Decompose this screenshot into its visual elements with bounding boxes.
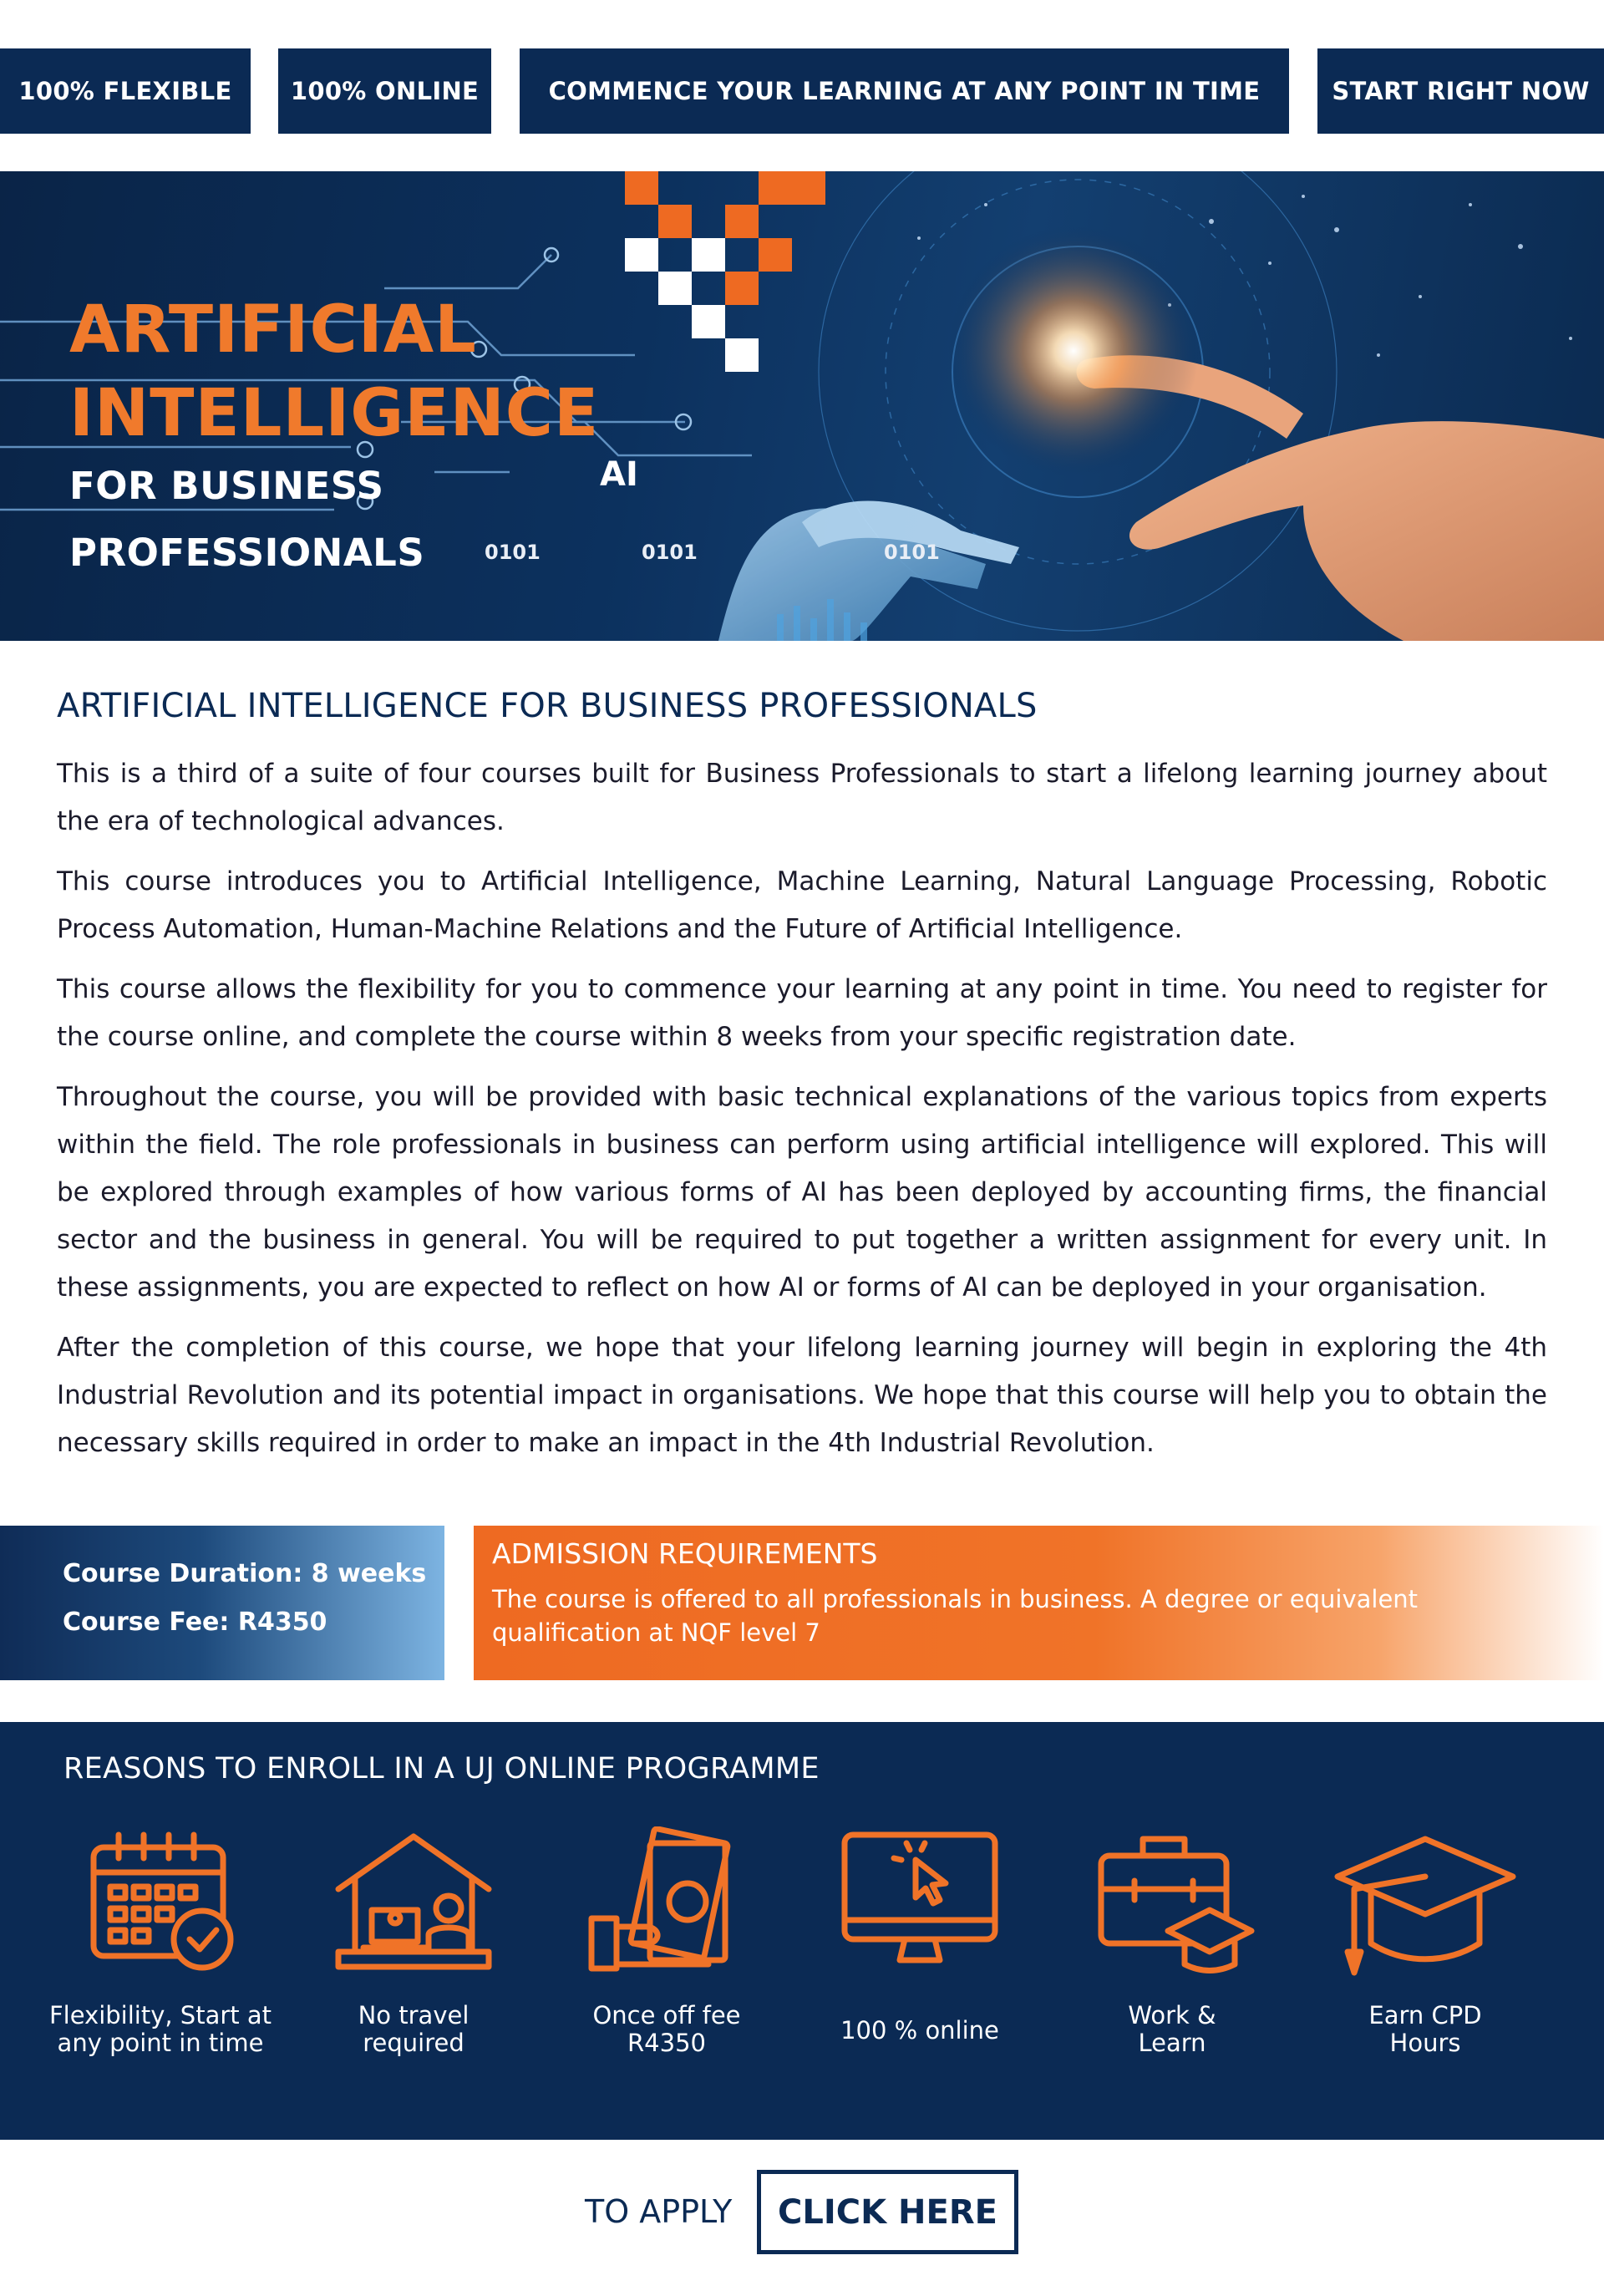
briefcase-cap-icon bbox=[1089, 1826, 1256, 1985]
hero-subtitle-line2: PROFESSIONALS bbox=[69, 531, 425, 575]
paragraph-flexibility: This course allows the flexibility for you to commence your learning at any point in time. You need to register for the course online, and complete the course within 8 weeks from your specific registration date. bbox=[57, 974, 1547, 1052]
hero-ai-label: AI bbox=[600, 455, 638, 494]
reason-label: Earn CPD Hours bbox=[1368, 2001, 1482, 2057]
hero-title-line2: INTELLIGENCE bbox=[69, 376, 600, 451]
graduation-cap-icon bbox=[1329, 1826, 1521, 1985]
reason-label: Flexibility, Start at any point in time bbox=[48, 2001, 272, 2057]
admission-title: ADMISSION REQUIREMENTS bbox=[492, 1537, 878, 1570]
hero-binary-2: 0101 bbox=[642, 541, 698, 564]
admission-box bbox=[474, 1526, 1604, 1680]
paragraph-completion: After the completion of this course, we hope that your lifelong learning journey will begin in exploring the 4th Industrial Revolution and its potential impact in organisations. We hope that this course will help you to obtain the necessary skills required in order to make an impact in the 4th Industrial Revolution. bbox=[57, 1333, 1547, 1458]
click-here-button[interactable]: CLICK HERE bbox=[757, 2170, 1018, 2254]
reason-cpd bbox=[1300, 1826, 1551, 2077]
pixel-logo bbox=[625, 171, 825, 372]
light-glow bbox=[948, 226, 1199, 476]
reasons-section bbox=[0, 1722, 1604, 2140]
paragraph-course-details: Throughout the course, you will be provided with basic technical explanations of the various topics from experts within the field. The role professionals in business can perform using artificial intelligence will explored. This will be explored through examples of how various forms of AI has been deployed by accounting firms, the financial sector and the business in general. You will be required to put together a written assignment for every unit. In these assignments, you are expected to reflect on how AI or forms of AI can be deployed in your organisation. bbox=[57, 1082, 1547, 1303]
money-hand-icon bbox=[583, 1826, 750, 1977]
hero-binary-3: 0101 bbox=[884, 541, 940, 564]
paragraph-topics: This course introduces you to Artificial Intelligence, Machine Learning, Natural Language Processing, Robotic Process Automation, Human-Machine Relations and the Future of Artificial Intelligence. bbox=[57, 866, 1547, 944]
course-info-box bbox=[0, 1526, 444, 1680]
hero-binary-1: 0101 bbox=[485, 541, 541, 564]
apply-label: TO APPLY bbox=[585, 2193, 733, 2230]
reason-flexibility bbox=[35, 1826, 286, 2077]
home-study-icon bbox=[330, 1826, 497, 1977]
reason-label: Once off fee R4350 bbox=[592, 2001, 741, 2057]
tag-commence: COMMENCE YOUR LEARNING AT ANY POINT IN TIME bbox=[520, 48, 1289, 134]
tag-online: 100% ONLINE bbox=[278, 48, 491, 134]
admission-text: The course is offered to all professionals in business. A degree or equivalent qualification at NQF level 7 bbox=[492, 1585, 1419, 1647]
monitor-click-icon bbox=[836, 1826, 1003, 1977]
reason-no-travel bbox=[288, 1826, 539, 2077]
paragraph-intro: This is a third of a suite of four courses built for Business Professionals to start a lifelong learning journey about the era of technological advances. bbox=[57, 759, 1547, 836]
reason-label: Work & Learn bbox=[1128, 2001, 1216, 2057]
hero-title-line1: ARTIFICIAL bbox=[69, 292, 477, 368]
reason-label: 100 % online bbox=[840, 2016, 999, 2045]
reasons-title: REASONS TO ENROLL IN A UJ ONLINE PROGRAMME bbox=[63, 1752, 820, 1785]
course-fee: Course Fee: R4350 bbox=[63, 1608, 327, 1637]
course-heading: ARTIFICIAL INTELLIGENCE FOR BUSINESS PROFESSIONALS bbox=[57, 687, 1038, 725]
reason-label: No travel required bbox=[358, 2001, 470, 2057]
course-duration: Course Duration: 8 weeks bbox=[63, 1559, 427, 1588]
calendar-check-icon bbox=[81, 1826, 240, 1977]
reason-fee bbox=[541, 1826, 792, 2077]
reason-online bbox=[794, 1826, 1045, 2077]
tag-start-now: START RIGHT NOW bbox=[1317, 48, 1604, 134]
robot-hand bbox=[718, 501, 1019, 641]
tag-flexible: 100% FLEXIBLE bbox=[0, 48, 251, 134]
reason-work-learn bbox=[1047, 1826, 1297, 2077]
hero-subtitle-line1: FOR BUSINESS bbox=[69, 464, 384, 508]
hero-banner bbox=[0, 171, 1604, 641]
